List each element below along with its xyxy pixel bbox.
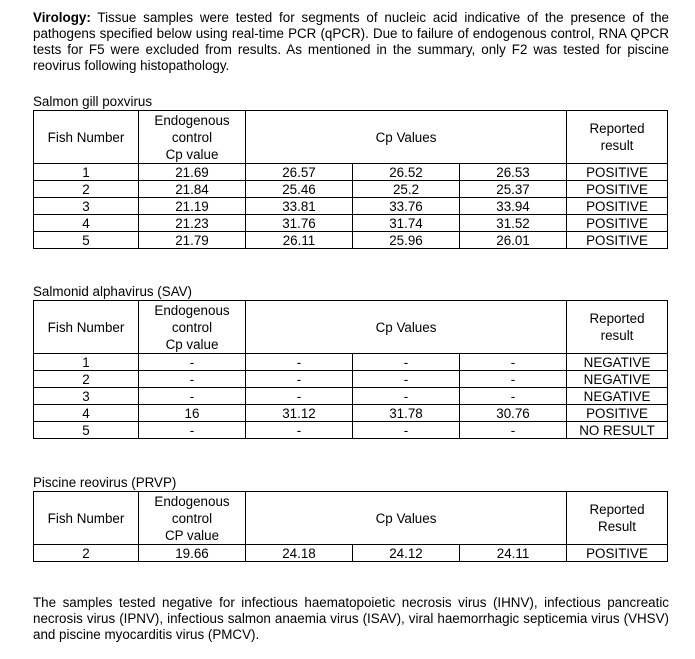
cell-cp-value-1: 24.18	[246, 545, 353, 562]
table-row	[34, 354, 668, 371]
cell-endogenous-cp: 21.19	[139, 198, 246, 215]
cell-reported-result: POSITIVE	[567, 545, 668, 562]
cell-cp-value-1: 26.57	[246, 164, 353, 181]
table-header-row	[34, 492, 668, 545]
cell-cp-value-2: -	[353, 422, 460, 439]
header-result-line-1: Reported	[589, 502, 645, 517]
cell-cp-value-3: 24.11	[460, 545, 567, 562]
header-reported-result	[567, 111, 668, 164]
cell-cp-value-3: -	[460, 388, 567, 405]
cell-cp-value-3: 33.94	[460, 198, 567, 215]
header-fish-number: Fish Number	[34, 492, 139, 545]
cell-reported-result: NEGATIVE	[567, 354, 668, 371]
header-endo-line-2: control	[171, 129, 213, 145]
cell-fish-number: 4	[34, 215, 139, 232]
cell-reported-result: POSITIVE	[567, 198, 668, 215]
cell-reported-result: NEGATIVE	[567, 371, 668, 388]
table-header-row	[34, 111, 668, 164]
header-endo-line-1: Endogenous	[154, 493, 230, 509]
cell-cp-value-2: -	[353, 371, 460, 388]
cell-endogenous-cp: -	[139, 371, 246, 388]
cell-fish-number: 5	[34, 232, 139, 249]
cell-cp-value-1: 25.46	[246, 181, 353, 198]
header-endo-line-1: Endogenous	[154, 302, 230, 318]
section-title-salmonid-alphavirus: Salmonid alphavirus (SAV)	[33, 284, 193, 299]
section-title-piscine-reovirus: Piscine reovirus (PRVP)	[33, 475, 177, 490]
header-endo-line-3: Cp value	[165, 146, 219, 162]
cell-fish-number: 3	[34, 388, 139, 405]
cell-endogenous-cp: 19.66	[139, 545, 246, 562]
cell-fish-number: 2	[34, 371, 139, 388]
header-result-line-2: result	[600, 328, 634, 343]
intro-text: Tissue samples were tested for segments of nucleic acid indicative of the presence of the pathogens specified below using real-time PCR (qPCR). Due to failure of endogenous control, RNA QPCR tests for F5 were excluded from results. As mentioned in the summary, only F2 was tested for piscine reovirus following histopathology.	[33, 10, 669, 73]
cell-fish-number: 2	[34, 545, 139, 562]
cell-cp-value-2: -	[353, 354, 460, 371]
header-endo-line-3: CP value	[164, 527, 220, 543]
header-endogenous-control	[139, 301, 246, 354]
virology-label: Virology:	[33, 10, 91, 25]
table-row	[34, 198, 668, 215]
cell-cp-value-3: 30.76	[460, 405, 567, 422]
table-salmonid-alphavirus	[33, 300, 668, 439]
table-row	[34, 422, 668, 439]
cell-fish-number: 1	[34, 164, 139, 181]
header-result-line-1: Reported	[589, 311, 645, 326]
table-row	[34, 181, 668, 198]
table-header-row	[34, 301, 668, 354]
cell-reported-result: POSITIVE	[567, 164, 668, 181]
cell-reported-result: NEGATIVE	[567, 388, 668, 405]
cell-cp-value-2: 31.74	[353, 215, 460, 232]
cell-reported-result: NO RESULT	[567, 422, 668, 439]
cell-cp-value-1: 31.76	[246, 215, 353, 232]
section-title-salmon-gill-poxvirus: Salmon gill poxvirus	[33, 94, 153, 109]
cell-endogenous-cp: 21.84	[139, 181, 246, 198]
cell-endogenous-cp: 21.79	[139, 232, 246, 249]
cell-fish-number: 2	[34, 181, 139, 198]
cell-cp-value-1: -	[246, 354, 353, 371]
cell-cp-value-1: -	[246, 371, 353, 388]
cell-endogenous-cp: -	[139, 422, 246, 439]
cell-cp-value-3: 31.52	[460, 215, 567, 232]
header-reported-result	[567, 301, 668, 354]
cell-endogenous-cp: -	[139, 354, 246, 371]
header-cp-values: Cp Values	[246, 301, 567, 354]
cell-cp-value-2: -	[353, 388, 460, 405]
cell-endogenous-cp: 21.23	[139, 215, 246, 232]
table-row	[34, 232, 668, 249]
cell-cp-value-2: 31.78	[353, 405, 460, 422]
header-endogenous-control	[139, 111, 246, 164]
header-result-line-1: Reported	[589, 121, 645, 136]
cell-cp-value-3: 25.37	[460, 181, 567, 198]
cell-endogenous-cp: -	[139, 388, 246, 405]
table-row	[34, 545, 668, 562]
cell-fish-number: 3	[34, 198, 139, 215]
table-row	[34, 388, 668, 405]
header-endogenous-control	[139, 492, 246, 545]
intro-paragraph	[33, 10, 669, 74]
cell-cp-value-2: 25.96	[353, 232, 460, 249]
cell-reported-result: POSITIVE	[567, 215, 668, 232]
cell-cp-value-3: -	[460, 354, 567, 371]
cell-reported-result: POSITIVE	[567, 232, 668, 249]
header-reported-result	[567, 492, 668, 545]
cell-endogenous-cp: 16	[139, 405, 246, 422]
cell-cp-value-1: 26.11	[246, 232, 353, 249]
cell-cp-value-3: 26.01	[460, 232, 567, 249]
cell-fish-number: 4	[34, 405, 139, 422]
header-result-line-2: Result	[598, 519, 636, 534]
header-endo-line-2: control	[171, 319, 213, 335]
table-row	[34, 215, 668, 232]
cell-cp-value-2: 33.76	[353, 198, 460, 215]
table-piscine-reovirus	[33, 491, 668, 562]
cell-cp-value-3: -	[460, 371, 567, 388]
table-row	[34, 405, 668, 422]
table-row	[34, 164, 668, 181]
cell-cp-value-3: 26.53	[460, 164, 567, 181]
table-row	[34, 371, 668, 388]
header-endo-line-1: Endogenous	[154, 112, 230, 128]
cell-cp-value-2: 26.52	[353, 164, 460, 181]
header-fish-number: Fish Number	[34, 111, 139, 164]
header-cp-values: Cp Values	[246, 111, 567, 164]
cell-cp-value-1: 31.12	[246, 405, 353, 422]
header-cp-values: Cp Values	[246, 492, 567, 545]
cell-reported-result: POSITIVE	[567, 181, 668, 198]
cell-cp-value-1: 33.81	[246, 198, 353, 215]
cell-cp-value-2: 25.2	[353, 181, 460, 198]
header-endo-line-3: Cp value	[165, 336, 219, 352]
table-salmon-gill-poxvirus	[33, 110, 668, 249]
outro-paragraph: The samples tested negative for infectious haematopoietic necrosis virus (IHNV), infectious pancreatic necrosis virus (IPNV), infectious salmon anaemia virus (ISAV), viral haemorrhagic septicemia virus (VHSV) and piscine myocarditis virus (PMCV).	[33, 595, 669, 642]
header-result-line-2: result	[600, 138, 634, 153]
cell-endogenous-cp: 21.69	[139, 164, 246, 181]
header-endo-line-2: control	[171, 510, 213, 526]
cell-cp-value-3: -	[460, 422, 567, 439]
cell-fish-number: 5	[34, 422, 139, 439]
cell-cp-value-2: 24.12	[353, 545, 460, 562]
cell-reported-result: POSITIVE	[567, 405, 668, 422]
cell-cp-value-1: -	[246, 388, 353, 405]
header-fish-number: Fish Number	[34, 301, 139, 354]
cell-cp-value-1: -	[246, 422, 353, 439]
cell-fish-number: 1	[34, 354, 139, 371]
